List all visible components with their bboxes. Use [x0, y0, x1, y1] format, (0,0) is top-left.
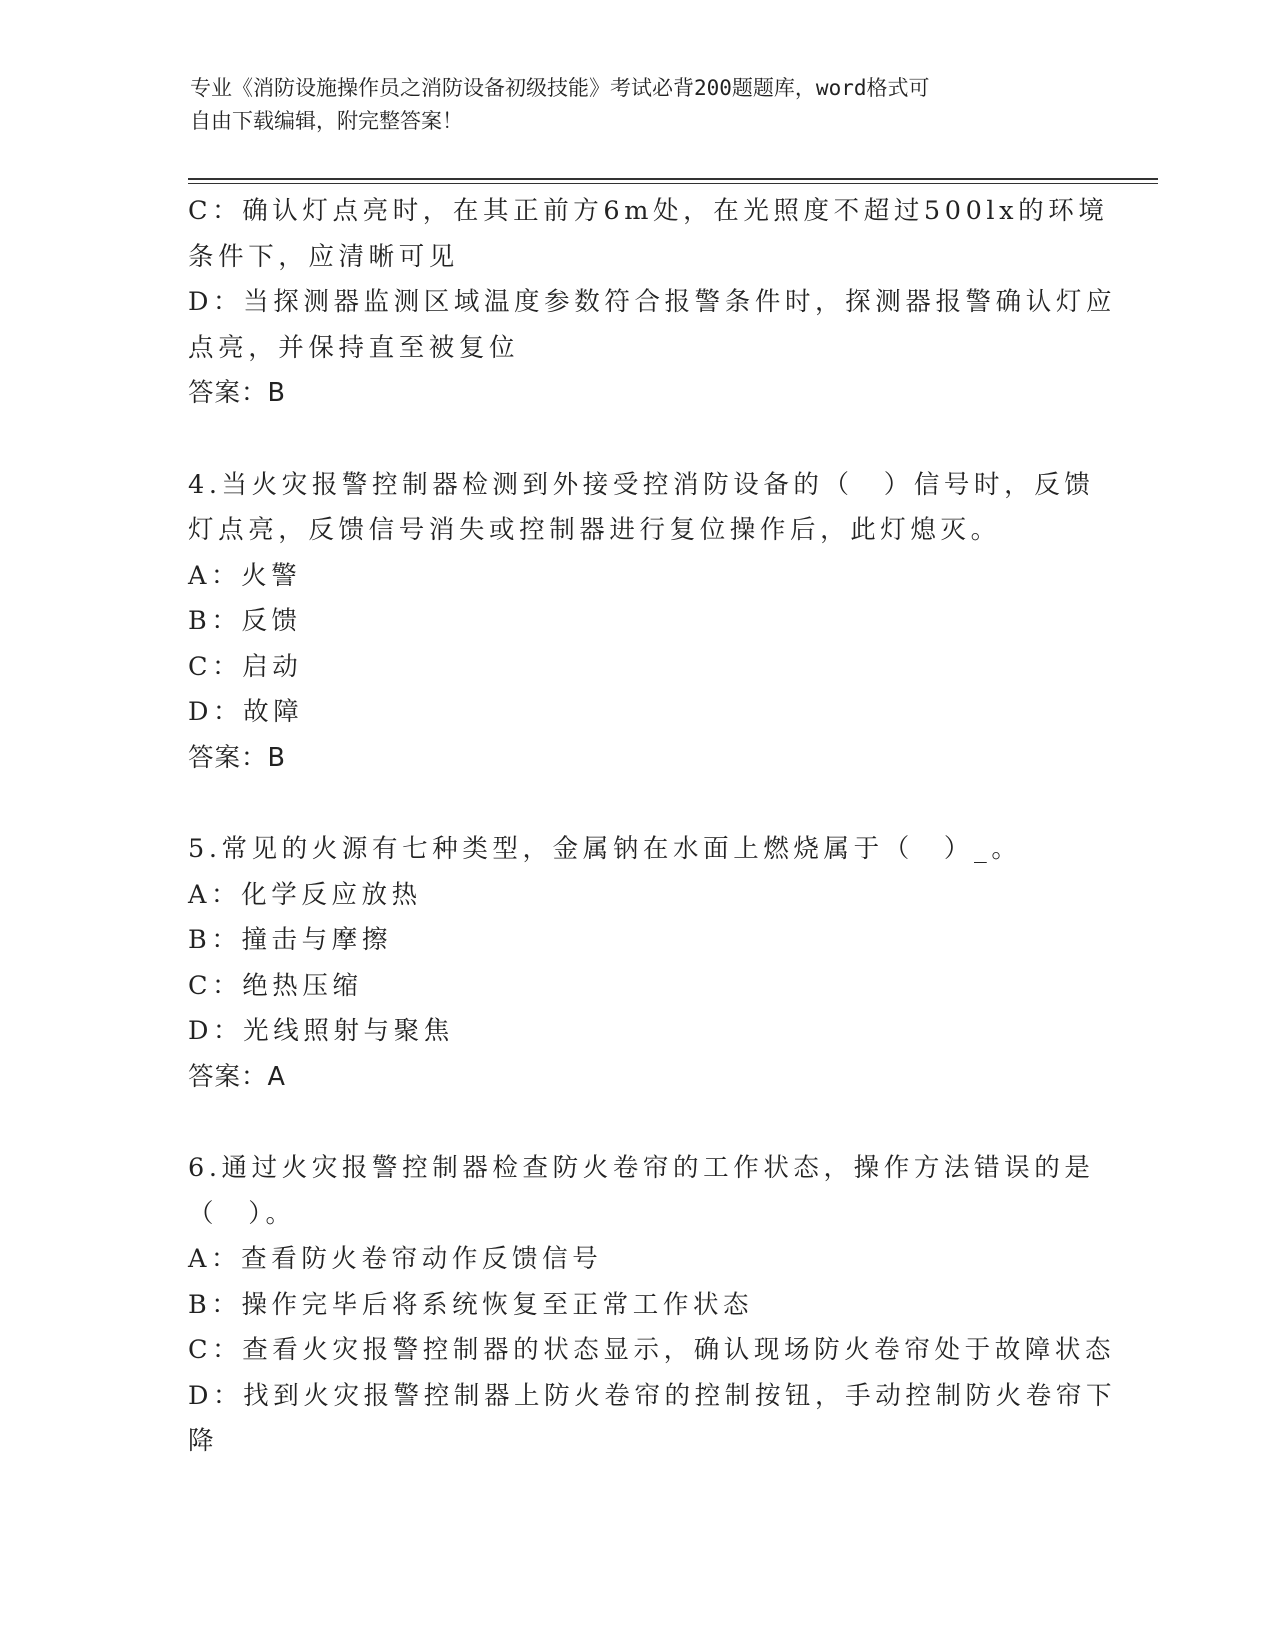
- answer: 答案：B: [188, 742, 286, 773]
- option-b: B：撞击与摩擦: [188, 925, 392, 955]
- option-c: C：查看火灾报警控制器的状态显示，确认现场防火卷帘处于故障状态: [188, 1335, 1116, 1365]
- question-stem-line-2: （ ）。: [188, 1198, 296, 1229]
- option-a: A：查看防火卷帘动作反馈信号: [188, 1244, 603, 1274]
- question-3-tail: [188, 189, 1117, 417]
- document-header: [190, 72, 1070, 138]
- header-divider-thin: [188, 183, 1158, 184]
- spacer: [188, 781, 1088, 827]
- option-c-line-1: C：确认灯点亮时，在其正前方6m处，在光照度不超过500lx的环境: [188, 196, 1109, 226]
- header-divider-thick: [188, 178, 1158, 180]
- option-d: D：光线照射与聚焦: [188, 1016, 454, 1046]
- option-c: C：绝热压缩: [188, 970, 363, 1001]
- question-stem-line-1: 4.当火灾报警控制器检测到外接受控消防设备的（ ）信号时，反馈: [188, 469, 1095, 500]
- option-d-line-2: 降: [188, 1426, 219, 1456]
- question-content: [188, 189, 1117, 1465]
- question-stem-line-1: 6.通过火灾报警控制器检查防火卷帘的工作状态，操作方法错误的是: [188, 1153, 1095, 1183]
- header-line-2: 自由下载编辑，附完整答案！: [190, 109, 463, 133]
- option-d-line-2: 点亮，并保持直至被复位: [188, 332, 520, 363]
- question-6: [188, 1146, 1117, 1465]
- answer: 答案：A: [188, 1061, 286, 1092]
- question-5: [188, 827, 1088, 1100]
- option-b: B：操作完毕后将系统恢复至正常工作状态: [188, 1289, 754, 1320]
- option-b: B：反馈: [188, 606, 302, 636]
- question-4: [188, 463, 1095, 782]
- answer: 答案：B: [188, 378, 286, 408]
- spacer: [188, 1100, 1088, 1146]
- option-c-line-2: 条件下，应清晰可见: [188, 241, 459, 272]
- option-d-line-1: D：当探测器监测区域温度参数符合报警条件时，探测器报警确认灯应: [188, 287, 1117, 317]
- option-c: C：启动: [188, 651, 303, 682]
- option-d-line-1: D：找到火灾报警控制器上防火卷帘的控制按钮，手动控制防火卷帘下: [188, 1380, 1117, 1411]
- question-stem: 5.常见的火源有七种类型，金属钠在水面上燃烧属于（ ）_。: [188, 834, 1022, 864]
- option-a: A：火警: [188, 560, 302, 591]
- option-a: A：化学反应放热: [188, 879, 422, 910]
- option-d: D：故障: [188, 697, 304, 727]
- spacer: [188, 417, 1088, 463]
- question-stem-line-2: 灯点亮，反馈信号消失或控制器进行复位操作后，此灯熄灭。: [188, 515, 1001, 545]
- header-line-1: 专业《消防设施操作员之消防设备初级技能》考试必背200题题库，word格式可: [190, 76, 930, 100]
